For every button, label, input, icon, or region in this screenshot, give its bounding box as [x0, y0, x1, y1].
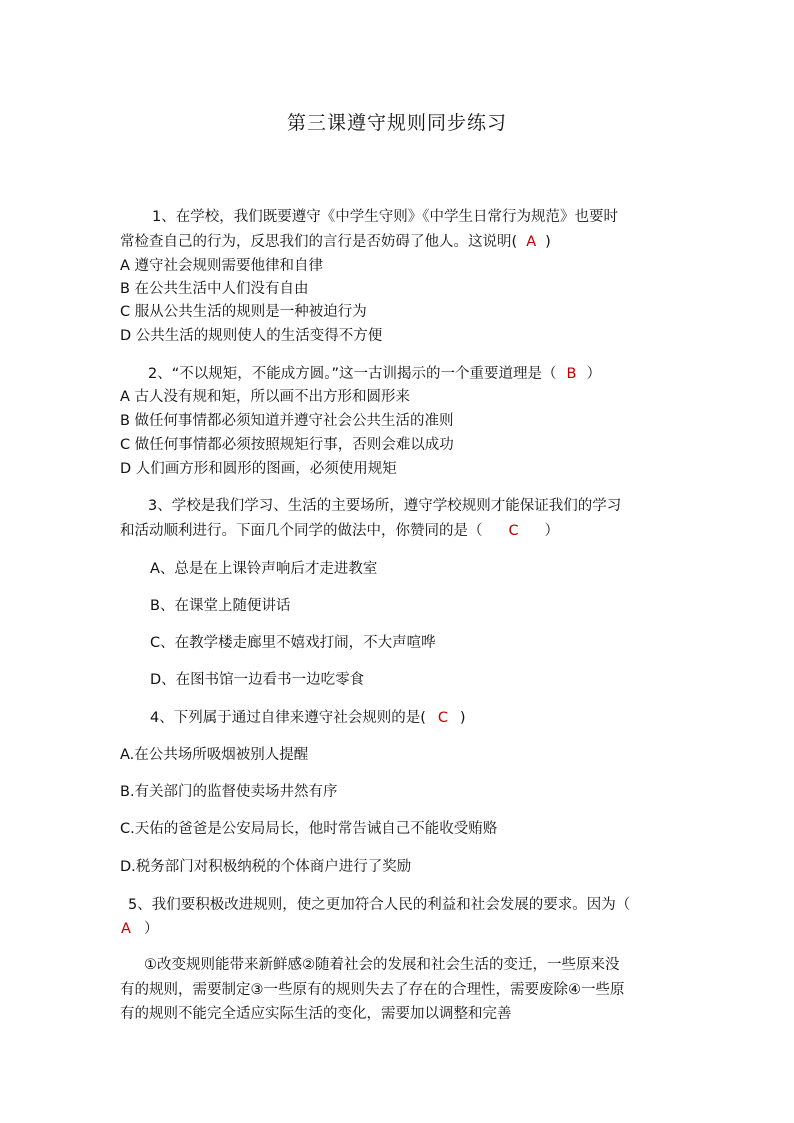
q1-stem-line2 — [120, 235, 551, 250]
page-title: 第三课遵守规则同步练习 — [286, 112, 507, 134]
q2-close-paren: ） — [586, 366, 601, 382]
q4-answer: C — [437, 710, 448, 726]
q5-answer: A — [121, 921, 131, 937]
q3-option-b: B、在课堂上随便讲话 — [150, 598, 291, 614]
q3-stem-text: 和活动顺利进行。下面几个同学的做法中，你赞同的是（ — [120, 523, 483, 539]
q2-option-a: A 古人没有规和矩，所以画不出方形和圆形来 — [120, 389, 411, 405]
q2-option-c: C 做任何事情都必须按照规矩行事，否则会难以成功 — [120, 437, 454, 453]
q4-option-c: C.天佑的爸爸是公安局局长，他时常告诫自己不能收受贿赂 — [120, 821, 498, 837]
q1-option-d: D 公共生活的规则使人的生活变得不方便 — [120, 328, 383, 344]
q4-option-a: A.在公共场所吸烟被别人提醒 — [120, 747, 309, 763]
q5-body-line3: 有的规则不能完全适应实际生活的变化，需要加以调整和完善 — [120, 1006, 512, 1022]
q4-stem-text: 4、下列属于通过自律来遵守社会规则的是( — [150, 710, 426, 726]
q1-option-c: C 服从公共生活的规则是一种被迫行为 — [120, 304, 367, 320]
q2-stem-text: 2、“不以规矩，不能成方圆。”这一古训揭示的一个重要道理是（ — [148, 366, 557, 382]
q3-option-a: A、总是在上课铃声响后才走进教室 — [150, 561, 378, 577]
q4-option-d: D.税务部门对积极纳税的个体商户进行了奖励 — [120, 859, 412, 875]
q5-body-line1: ①改变规则能带来新鲜感②随着社会的发展和社会生活的变迁，一些原来没 — [144, 957, 620, 973]
q2-option-b: B 做任何事情都必须知道并遵守社会公共生活的准则 — [120, 413, 454, 429]
q2-option-d: D 人们画方形和圆形的图画，必须使用规矩 — [120, 461, 397, 477]
q1-option-b: B 在公共生活中人们没有自由 — [120, 281, 309, 297]
q3-option-d: D、在图书馆一边看书一边吃零食 — [150, 672, 365, 688]
q1-stem-line1: 1、在学校，我们既要遵守《中学生守则》《中学生日常行为规范》也要时 — [152, 209, 618, 225]
q1-close-paren: ) — [545, 234, 551, 250]
q3-answer: C — [508, 523, 519, 539]
q5-body-line2: 有的规则，需要制定③一些原有的规则失去了存在的合理性，需要废除④一些原 — [120, 982, 625, 998]
q3-option-c: C、在教学楼走廊里不嬉戏打闹，不大声喧哗 — [150, 635, 436, 651]
q2-answer: B — [566, 366, 577, 382]
q5-stem-line2 — [120, 922, 159, 937]
q3-close-paren: ） — [544, 523, 559, 539]
q4-stem — [150, 711, 466, 726]
q1-answer: A — [526, 234, 537, 250]
q2-stem — [148, 367, 601, 382]
q5-stem-line1: 5、我们要积极改进规则，使之更加符合人民的利益和社会发展的要求。因为（ — [128, 897, 631, 913]
q4-close-paren: ) — [459, 710, 466, 726]
q1-stem-text: 常检查自己的行为，反思我们的言行是否妨碍了他人。这说明( — [120, 234, 518, 250]
q3-stem-line1: 3、学校是我们学习、生活的主要场所，遵守学校规则才能保证我们的学习 — [148, 498, 622, 514]
q1-option-a: A 遵守社会规则需要他律和自律 — [120, 258, 324, 274]
q5-close-paren: ） — [144, 921, 159, 937]
q3-stem-line2 — [120, 524, 559, 539]
q4-option-b: B.有关部门的监督使卖场井然有序 — [120, 784, 338, 800]
